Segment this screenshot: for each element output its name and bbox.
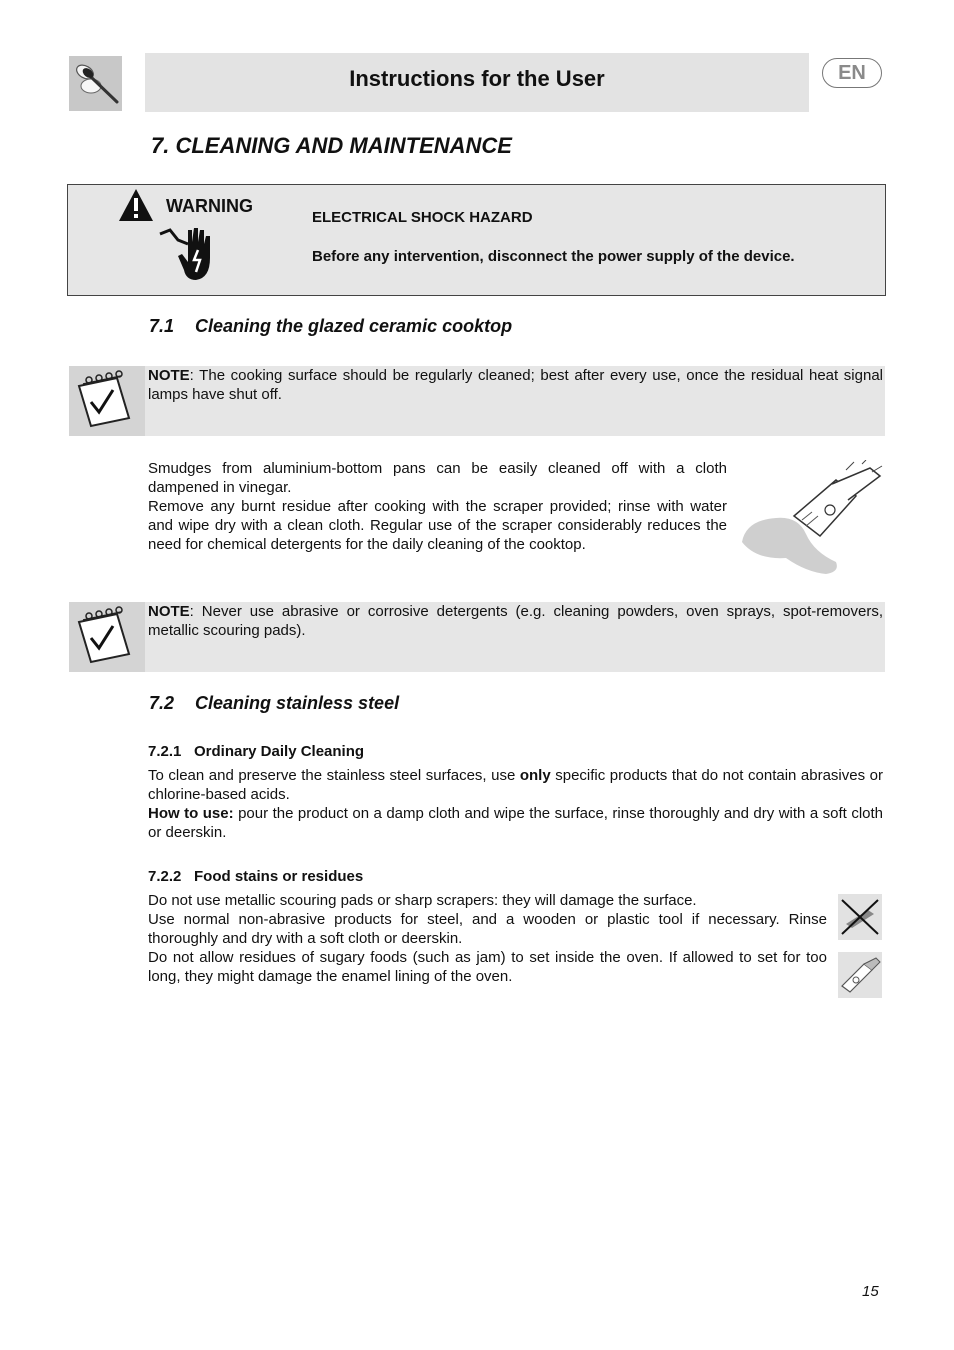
electric-shock-hand-icon <box>158 226 218 289</box>
subsection-title-7-2: 7.2 Cleaning stainless steel <box>149 693 400 713</box>
language-badge: EN <box>822 58 882 88</box>
note-icon-cell <box>69 602 145 672</box>
note-text-1: NOTE: The cooking surface should be regularly cleaned; best after every use, once the residual heat signal lamps have shut off. <box>148 367 883 403</box>
subsection-title-7-1: 7.1 Cleaning the glazed ceramic cooktop <box>149 316 513 336</box>
scraper-illustration-icon <box>736 460 886 583</box>
chef-spoon-icon <box>69 56 122 111</box>
notepad-icon <box>69 366 145 436</box>
notepad-icon <box>69 602 145 672</box>
warning-label: WARNING <box>166 196 253 216</box>
scraper-tool-icon <box>838 952 882 1003</box>
warning-triangle-icon <box>118 188 154 227</box>
note-text-2: NOTE: Never use abrasive or corrosive detergents (e.g. cleaning powders, oven sprays, spot-removers, metallic scouring pads). <box>148 603 883 639</box>
warning-instruction-text: Before any intervention, disconnect the power supply of the device. <box>312 248 795 265</box>
page-header-title: Instructions for the User <box>349 66 605 91</box>
warning-hazard-text: ELECTRICAL SHOCK HAZARD <box>312 209 533 226</box>
note-icon-cell <box>69 366 145 436</box>
cooktop-paragraph: Smudges from aluminium-bottom pans can be easily cleaned off with a cloth dampened in vinegar. Remove any burnt residue after cooking with the scraper provided; rinse with water and wipe dry with a clean cloth. Regular use of the scraper considerably reduces the need for chemical detergents for the daily cleaning of the cooktop. <box>148 460 727 553</box>
subsubsection-title-7-2-1: 7.2.1 Ordinary Daily Cleaning <box>148 743 365 760</box>
no-scraper-icon <box>838 894 882 945</box>
food-stains-paragraph: Do not use metallic scouring pads or sharp scrapers: they will damage the surface. Use normal non-abrasive products for steel, and a wooden or plastic tool if necessary. Rinse thoroughly and dry with a soft cloth or deerskin. Do not allow residues of sugary foods (such as jam) to set inside the oven. If allowed to set for too long, they might damage the enamel lining of the oven. <box>148 892 827 985</box>
section-title: 7. CLEANING AND MAINTENANCE <box>151 133 512 158</box>
daily-cleaning-paragraph: To clean and preserve the stainless steel surfaces, use only specific products that do not contain abrasives or chlorine-based acids. How to use: pour the product on a damp cloth and wipe the surface, rinse thoroughly and dry with a soft cloth or deerskin. <box>148 767 884 841</box>
page-number: 15 <box>862 1283 879 1300</box>
subsubsection-title-7-2-2: 7.2.2 Food stains or residues <box>148 868 364 885</box>
